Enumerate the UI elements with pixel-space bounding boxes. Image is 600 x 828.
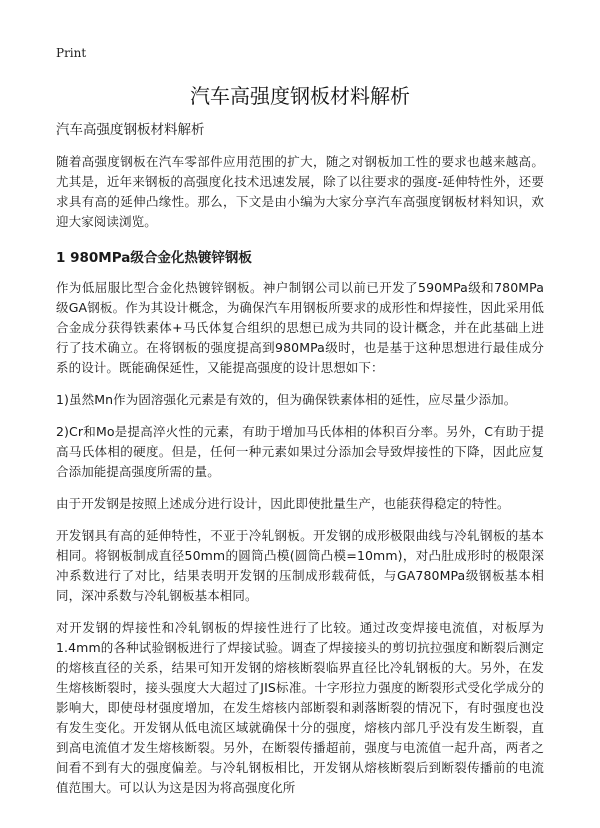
paragraph: 1)虽然Mn作为固溶强化元素是有效的，但为确保铁素体相的延性，应尽量少添加。	[56, 392, 517, 407]
page-title: 汽车高强度钢板材料解析	[190, 84, 410, 108]
article-body	[56, 118, 544, 810]
paragraph: 对开发钢的焊接性和冷轧钢板的焊接性进行了比较。通过改变焊接电流值，对板厚为1.4mm的各种试验钢板进行了焊接试验。调查了焊接接头的剪切抗拉强度和断裂后测定的熔核直径的关系，结果可知开发钢的熔核断裂临界直径比冷轧钢板的大。另外，在发生熔核断裂时，接头强度大大超过了JIS标准。十字形拉力强度的断裂形式受化学成分的影响大，即使母材强度增加，在发生熔核内部断裂和剥落断裂的情况下，有时强度也没有发生变化。开发钢从低电流区域就确保十分的强度，熔核内部几乎没有发生断裂，直到高电流值才发生熔核断裂。另外，在断裂传播超前，强度与电流值一起升高，两者之间看不到有大的强度偏差。与冷轧钢板相比，开发钢从熔核断裂后到断裂传播前的电流值范围大。可以认为这是因为将高强度化所	[56, 620, 544, 795]
paragraph: 2)Cr和Mo是提高淬火性的元素，有助于增加马氏体相的体积百分率。另外，C有助于提高马氏体相的硬度。但是，任何一种元素如果过分添加会导致焊接性的下降，因此应复合添加能提高强度所需的量。	[56, 424, 544, 479]
section-heading: 1 980MPa级合金化热镀锌钢板	[56, 250, 252, 266]
paragraph: 开发钢具有高的延伸特性，不亚于冷轧钢板。开发钢的成形极限曲线与冷轧钢板的基本相同。将钢板制成直径50mm的圆筒凸模(圆筒凸模=10mm)，对凸肚成形时的极限深冲系数进行了对比，结果表明开发钢的压制成形载荷低，与GA780MPa级钢板基本相同，深冲系数与冷轧钢板基本相同。	[56, 528, 544, 603]
intro-paragraph: 随着高强度钢板在汽车零部件应用范围的扩大，随之对钢板加工性的要求也越来越高。尤其是，近年来钢板的高强度化技术迅速发展，除了以往要求的强度-延伸特性外，还要求具有高的延伸凸缘性。那么，下文是由小编为大家分享汽车高强度钢板材料知识，欢迎大家阅读浏览。	[56, 154, 544, 229]
paragraph: 由于开发钢是按照上述成分进行设计，因此即使批量生产，也能获得稳定的特性。	[56, 496, 510, 511]
print-label[interactable]: Print	[56, 46, 87, 60]
paragraph: 作为低屈服比型合金化热镀锌钢板。神户制钢公司以前已开发了590MPa级和780MPa级GA钢板。作为其设计概念，为确保汽车用钢板所要求的成形性和焊接性，因此采用低合金成分获得铁素体+马氏体复合组织的思想已成为共同的设计概念，并在此基础上进行了技术确立。在将钢板的强度提高到980MPa级时，也是基于这种思想进行最佳成分系的设计。既能确保延性，又能提高强度的设计思想如下：	[56, 280, 544, 375]
article-subtitle: 汽车高强度钢板材料解析	[56, 122, 205, 138]
